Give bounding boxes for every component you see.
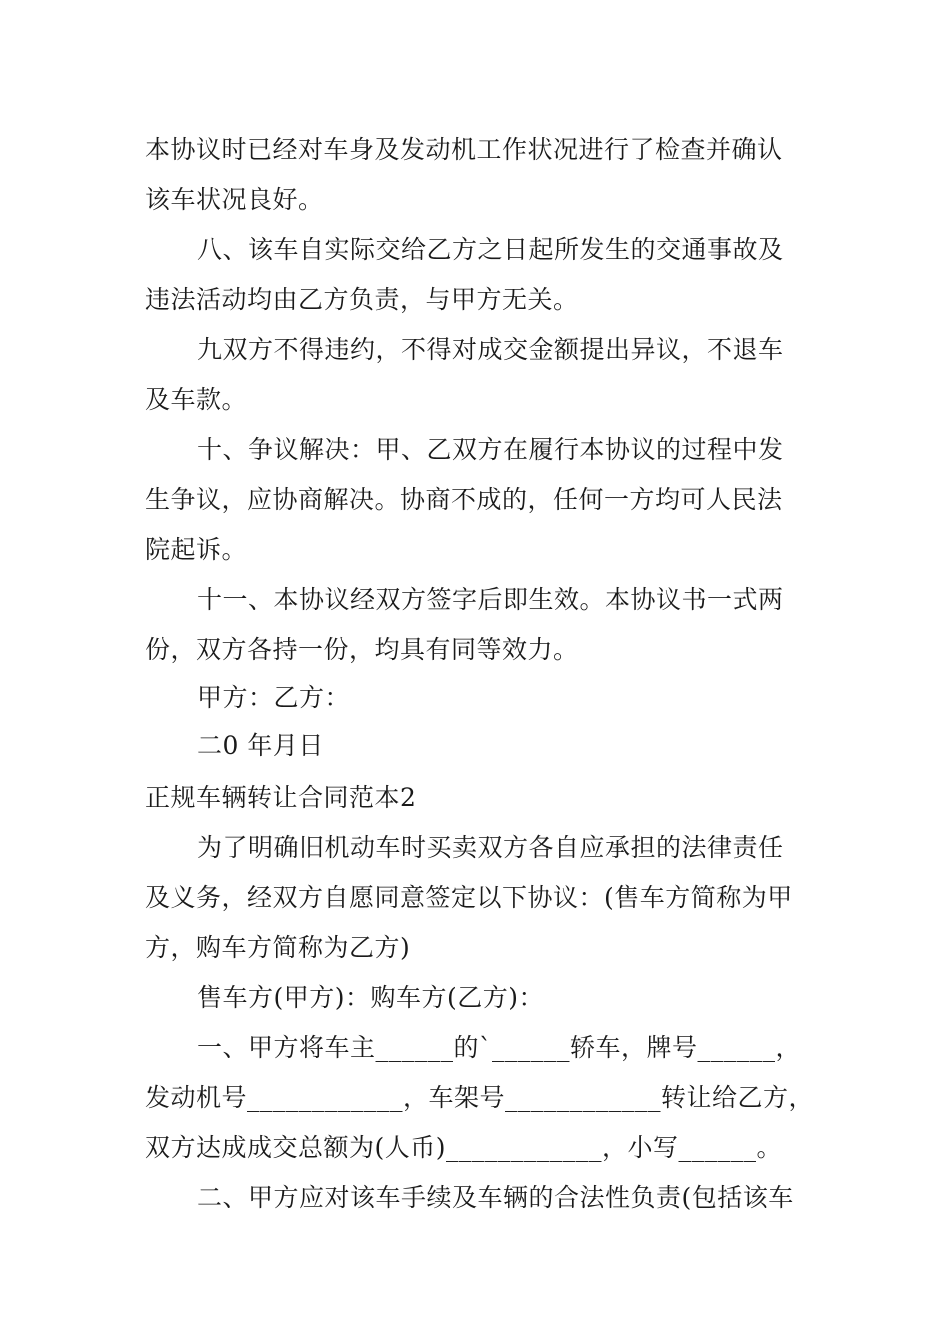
text-line: 方，购车方简称为乙方)	[145, 933, 411, 962]
text-line: 八、该车自实际交给乙方之日起所发生的交通事故及	[197, 235, 784, 264]
text-line: 发动机号____________，车架号____________转让给乙方，	[145, 1083, 815, 1112]
text-line: 及义务，经双方自愿同意签定以下协议：(售车方简称为甲	[145, 883, 793, 912]
signature-line: 甲方：乙方：	[197, 683, 351, 712]
text-line: 份，双方各持一份，均具有同等效力。	[145, 635, 579, 664]
text-line: 为了明确旧机动车时买卖双方各自应承担的法律责任	[197, 833, 784, 862]
section-title: 正规车辆转让合同范本2	[145, 783, 417, 812]
text-line: 十一、本协议经双方签字后即生效。本协议书一式两	[197, 585, 784, 614]
text-line: 二、甲方应对该车手续及车辆的合法性负责(包括该车	[197, 1183, 794, 1212]
text-line: 院起诉。	[145, 535, 248, 564]
text-line: 本协议时已经对车身及发动机工作状况进行了检查并确认	[145, 135, 783, 164]
text-line: 九双方不得违约，不得对成交金额提出异议，不退车	[197, 335, 784, 364]
text-line: 售车方(甲方)：购车方(乙方)：	[197, 983, 545, 1012]
text-line: 一、甲方将车主______的`______轿车，牌号______，	[197, 1033, 802, 1062]
text-line: 生争议，应协商解决。协商不成的，任何一方均可人民法	[145, 485, 783, 514]
text-line: 双方达成成交总额为(人币)____________，小写______。	[145, 1133, 783, 1162]
text-line: 该车状况良好。	[145, 185, 324, 214]
date-line: 二0 年月日	[197, 731, 324, 760]
text-line: 十、争议解决：甲、乙双方在履行本协议的过程中发	[197, 435, 784, 464]
text-line: 及车款。	[145, 385, 248, 414]
text-line: 违法活动均由乙方负责，与甲方无关。	[145, 285, 579, 314]
